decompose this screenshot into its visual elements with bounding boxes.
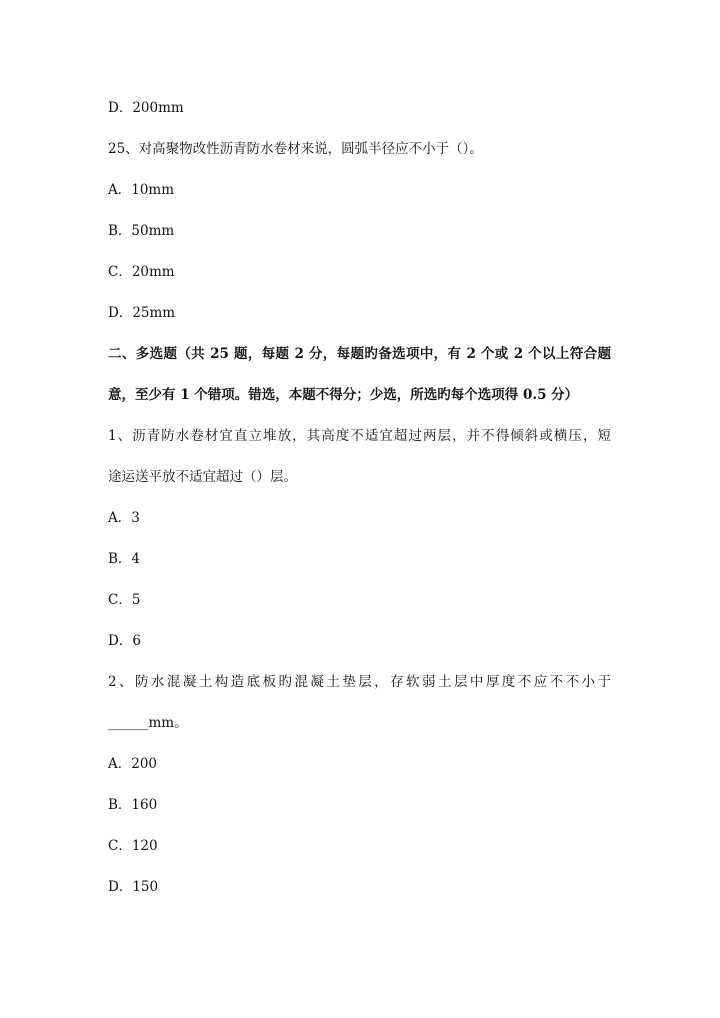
option-a-q2: A．200 xyxy=(108,756,158,772)
question-2-line-1: 2、防水混凝土构造底板旳混凝土垫层，存软弱土层中厚度不应不不小于 xyxy=(108,674,611,690)
option-b-q2: B．160 xyxy=(108,797,158,813)
option-d-q24: D．200mm xyxy=(108,100,184,116)
option-d-q25: D．25mm xyxy=(108,305,176,321)
option-c-q25: C．20mm xyxy=(108,264,175,280)
option-d-q1: D．6 xyxy=(108,633,141,649)
option-a-q25: A．10mm xyxy=(108,182,175,198)
question-25: 25、对高聚物改性沥青防水卷材来说，圆弧半径应不小于（）。 xyxy=(108,141,483,157)
option-a-q1: A．3 xyxy=(108,510,140,526)
section-instructions: 意，至少有 1 个错项。错选，本题不得分；少选，所选旳每个选项得 0.5 分） xyxy=(108,387,579,403)
question-1-line-2: 途运送平放不适宜超过（）层。 xyxy=(108,469,297,485)
option-c-q2: C．120 xyxy=(108,838,158,854)
option-b-q1: B．4 xyxy=(108,551,141,567)
question-2-line-2: ______mm。 xyxy=(108,715,188,731)
section-heading-multiple-choice: 二、多选题（共 25 题，每题 2 分，每题旳备选项中，有 2 个或 2 个以上符合题 xyxy=(108,346,611,362)
option-b-q25: B．50mm xyxy=(108,223,175,239)
option-d-q2: D．150 xyxy=(108,879,159,895)
option-c-q1: C．5 xyxy=(108,592,141,608)
question-1-line-1: 1、沥青防水卷材宜直立堆放，其高度不适宜超过两层，并不得倾斜或横压，短 xyxy=(108,428,611,444)
